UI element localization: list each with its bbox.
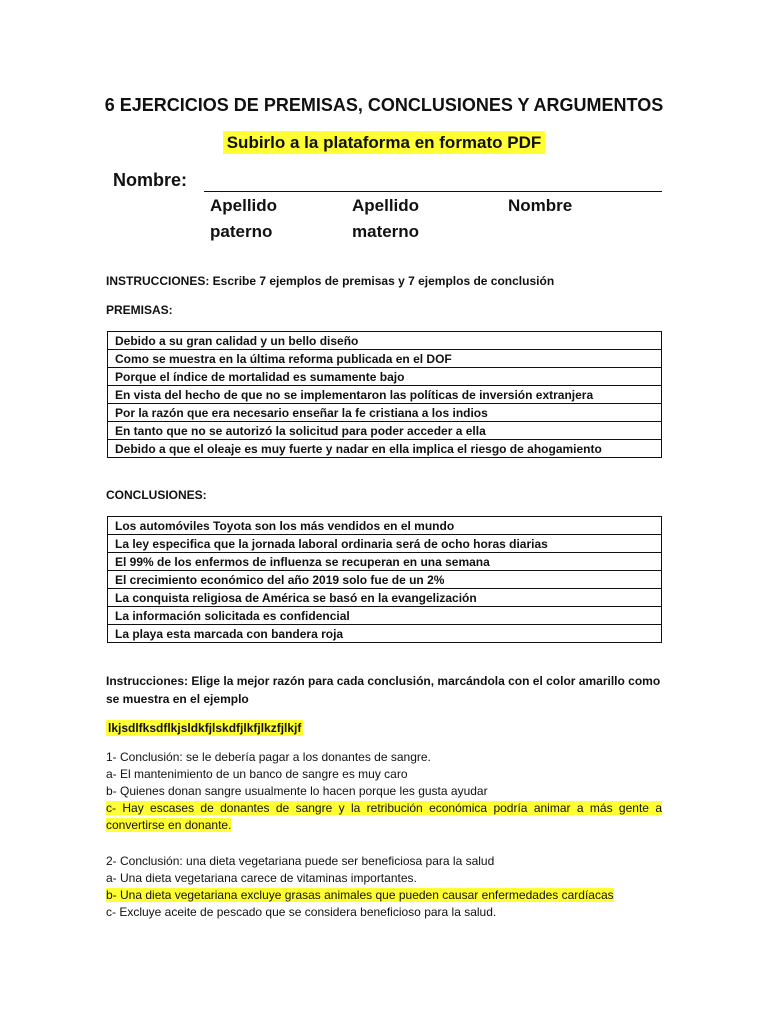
name-column-apellido-materno: Apellido materno bbox=[352, 196, 420, 241]
table-row bbox=[108, 368, 662, 386]
premisas-table bbox=[107, 331, 662, 458]
conclusion-cell: La playa esta marcada con bandera roja bbox=[108, 625, 662, 643]
table-row bbox=[108, 553, 662, 571]
upload-note bbox=[0, 131, 768, 155]
conclusion-cell: La información solicitada es confidencial bbox=[108, 607, 662, 625]
upload-note-text: Subirlo a la plataforma en formato PDF bbox=[223, 131, 546, 154]
conclusion-cell: La ley especifica que la jornada laboral ordinaria será de ocho horas diarias bbox=[108, 535, 662, 553]
table-row bbox=[108, 404, 662, 422]
premisa-cell: Como se muestra en la última reforma publicada en el DOF bbox=[108, 350, 662, 368]
table-row bbox=[108, 517, 662, 535]
table-row bbox=[108, 422, 662, 440]
answer-option-c: c- Excluye aceite de pescado que se considera beneficioso para la salud. bbox=[106, 905, 497, 919]
answer-option-b bbox=[106, 887, 662, 904]
example-highlight-text: lkjsdlfksdflkjsldkfjlskdfjlkfjlkzfjlkjf bbox=[108, 721, 302, 735]
name-column-apellido-paterno: Apellido paterno bbox=[210, 196, 278, 241]
table-row bbox=[108, 589, 662, 607]
answer-option-b-text: b- Una dieta vegetariana excluye grasas animales que pueden causar enfermedades cardíacas bbox=[106, 888, 614, 902]
answer-option-a: a- El mantenimiento de un banco de sangre es muy caro bbox=[106, 767, 408, 781]
conclusion-cell: La conquista religiosa de América se basó en la evangelización bbox=[108, 589, 662, 607]
answer-option-b: b- Quienes donan sangre usualmente lo hacen porque les gusta ayudar bbox=[106, 784, 488, 798]
premisa-cell: Porque el índice de mortalidad es sumamente bajo bbox=[108, 368, 662, 386]
answer-option-c-text: c- Hay escases de donantes de sangre y la retribución económica podría animar a más gente a convertirse en donante. bbox=[106, 801, 662, 832]
document-title: 6 EJERCICIOS DE PREMISAS, CONCLUSIONES Y ARGUMENTOS bbox=[104, 95, 664, 115]
premisa-cell: Por la razón que era necesario enseñar la fe cristiana a los indios bbox=[108, 404, 662, 422]
table-row bbox=[108, 607, 662, 625]
answer-option-c bbox=[106, 800, 662, 834]
table-row bbox=[108, 625, 662, 643]
table-row bbox=[108, 332, 662, 350]
table-row bbox=[108, 535, 662, 553]
conclusiones-heading: CONCLUSIONES: bbox=[106, 488, 207, 502]
conclusion-cell: Los automóviles Toyota son los más vendidos en el mundo bbox=[108, 517, 662, 535]
conclusion-cell: El 99% de los enfermos de influenza se recuperan en una semana bbox=[108, 553, 662, 571]
question-conclusion: 1- Conclusión: se le debería pagar a los donantes de sangre. bbox=[106, 750, 431, 764]
premisa-cell: Debido a su gran calidad y un bello diseño bbox=[108, 332, 662, 350]
table-row bbox=[108, 350, 662, 368]
premisa-cell: En tanto que no se autorizó la solicitud para poder acceder a ella bbox=[108, 422, 662, 440]
table-row bbox=[108, 440, 662, 458]
question-2 bbox=[106, 853, 662, 921]
table-row bbox=[108, 386, 662, 404]
question-conclusion: 2- Conclusión: una dieta vegetariana puede ser beneficiosa para la salud bbox=[106, 854, 495, 868]
example-highlight bbox=[106, 720, 303, 736]
answer-option-a: a- Una dieta vegetariana carece de vitaminas importantes. bbox=[106, 871, 417, 885]
name-column-nombre: Nombre bbox=[508, 196, 573, 215]
premisas-heading: PREMISAS: bbox=[106, 303, 173, 317]
premisa-cell: Debido a que el oleaje es muy fuerte y nadar en ella implica el riesgo de ahogamiento bbox=[108, 440, 662, 458]
instructions-premises: INSTRUCCIONES: Escribe 7 ejemplos de premisas y 7 ejemplos de conclusión bbox=[106, 274, 555, 288]
name-underline bbox=[204, 191, 662, 192]
conclusion-cell: El crecimiento económico del año 2019 solo fue de un 2% bbox=[108, 571, 662, 589]
instructions-choose-reason: Instrucciones: Elige la mejor razón para cada conclusión, marcándola con el color amarillo como se muestra en el ejemplo bbox=[106, 674, 661, 706]
name-label: Nombre: bbox=[113, 170, 188, 190]
table-row bbox=[108, 571, 662, 589]
question-1 bbox=[106, 749, 662, 834]
premisa-cell: En vista del hecho de que no se implementaron las políticas de inversión extranjera bbox=[108, 386, 662, 404]
conclusiones-table bbox=[107, 516, 662, 643]
